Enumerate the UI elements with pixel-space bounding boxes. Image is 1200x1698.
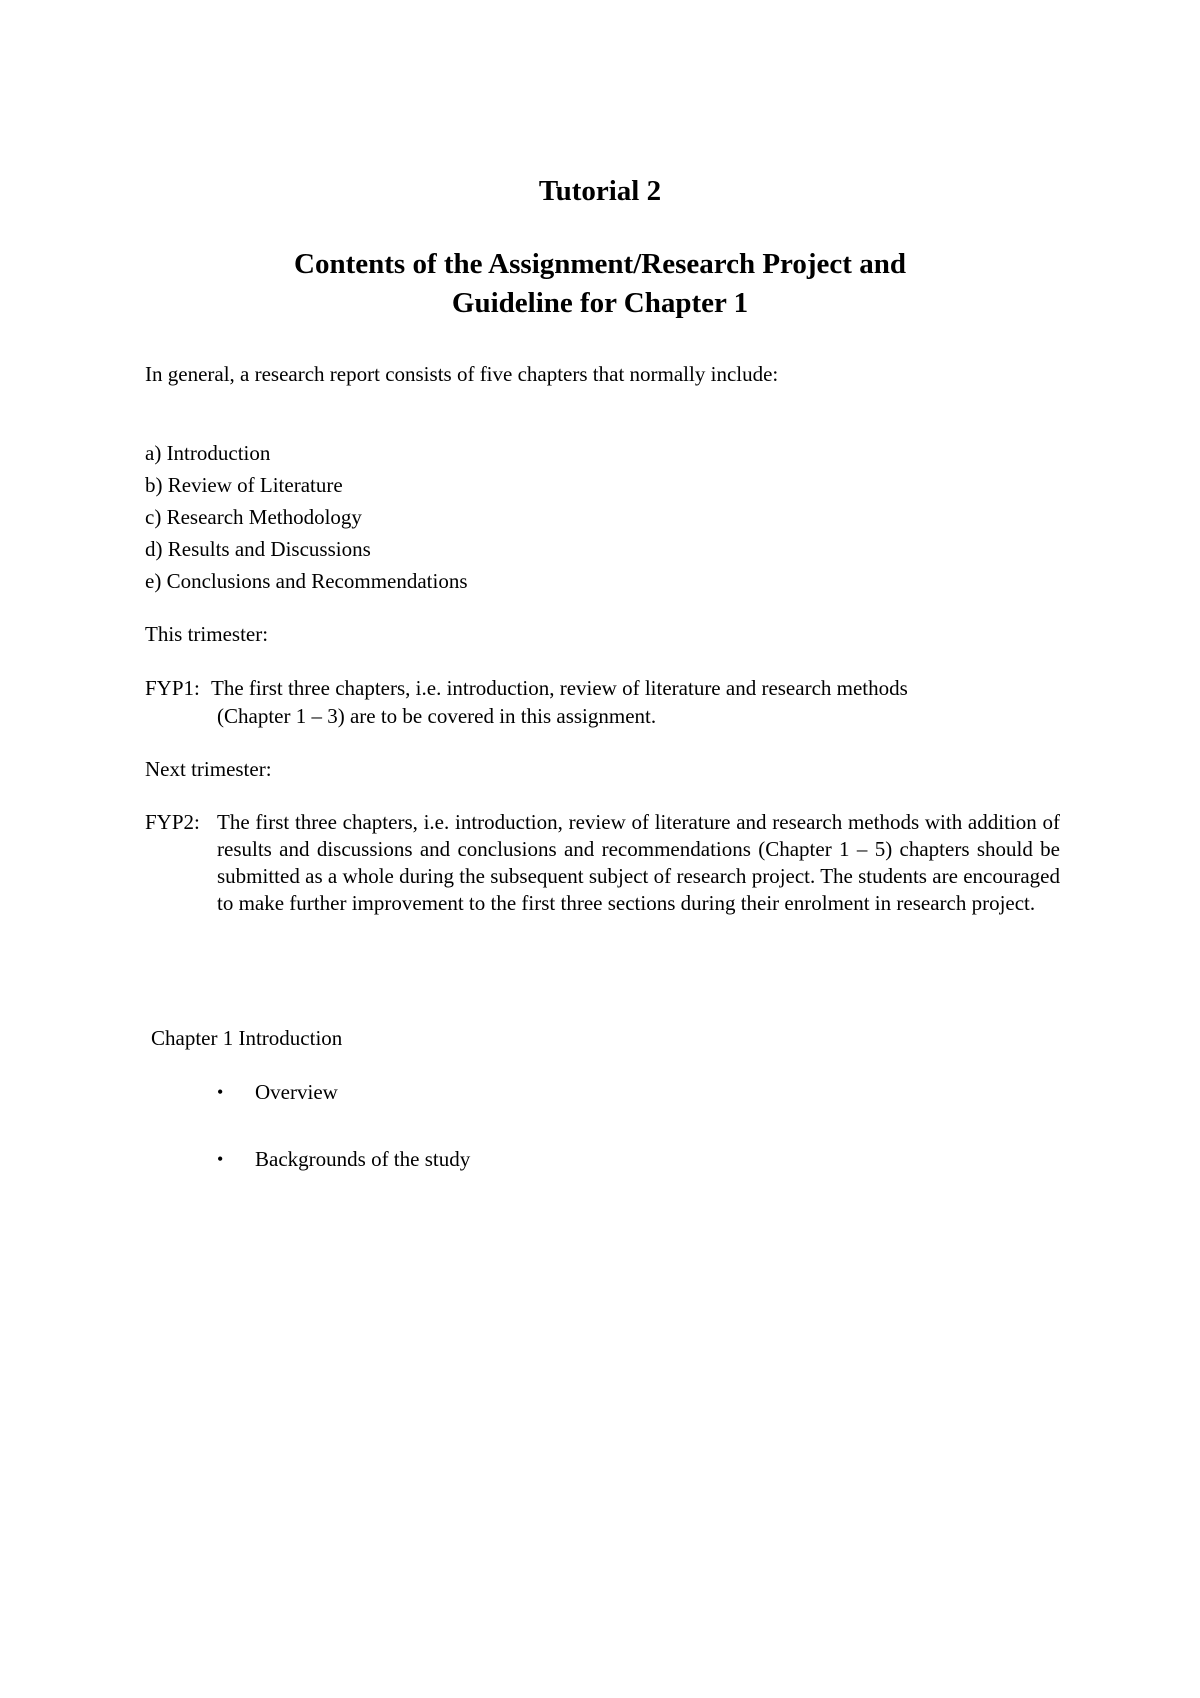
intro-paragraph: In general, a research report consists of five chapters that normally include: [145,362,779,386]
fyp1-text-line-2: (Chapter 1 – 3) are to be covered in this assignment. [217,704,657,728]
chapter-list-item: e) Conclusions and Recommendations [145,569,468,593]
chapter-list-item: d) Results and Discussions [145,537,371,561]
document-subtitle-line-2: Guideline for Chapter 1 [451,287,749,319]
chapter-list-item: a) Introduction [145,441,271,465]
bullet-item-backgrounds: Backgrounds of the study [255,1147,471,1171]
chapter-1-heading: Chapter 1 Introduction [151,1026,343,1050]
bullet-icon: • [217,1082,224,1102]
chapter-list-item: b) Review of Literature [145,473,343,497]
bullet-item-overview: Overview [255,1080,338,1104]
fyp2-paragraph: The first three chapters, i.e. introduction, review of literature and research methods with addition of results and discussions and conclusions and recommendations (Chapter 1 – 5) chapters should be submitted as a whole during the subsequent subject of research project. The students are encouraged to make further improvement to the first three sections during their enrolment in research project. [217,810,1060,915]
document-title: Tutorial 2 [538,175,662,207]
document-subtitle-line-1: Contents of the Assignment/Research Project and [294,248,906,280]
fyp1-text-line-1: The first three chapters, i.e. introduction, review of literature and research methods [211,676,908,700]
bullet-icon: • [217,1149,224,1169]
fyp1-label: FYP1: [145,676,200,700]
fyp2-label: FYP2: [145,810,200,834]
next-trimester-label: Next trimester: [145,757,272,781]
chapter-list-item: c) Research Methodology [145,505,362,529]
this-trimester-label: This trimester: [145,622,269,646]
